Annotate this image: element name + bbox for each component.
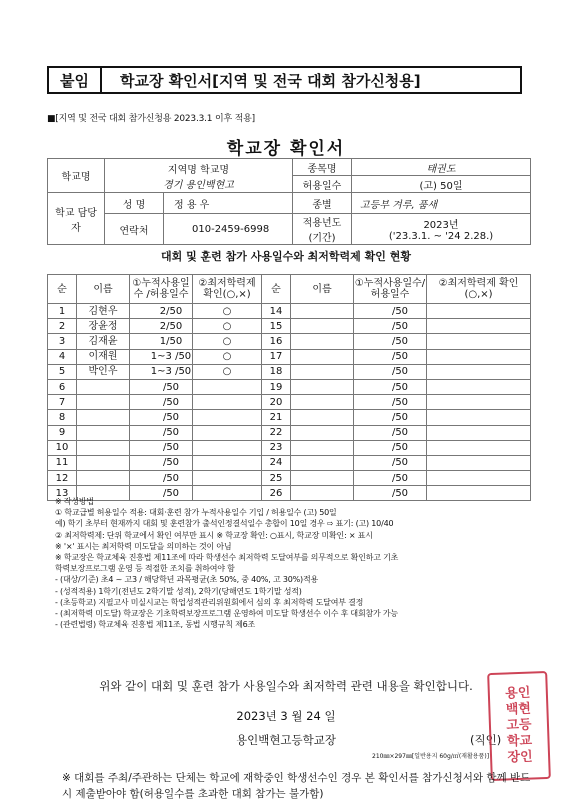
row-days: /50 (354, 395, 427, 410)
row-days: /50 (354, 379, 427, 394)
row-name (77, 425, 130, 440)
row-days: /50 (354, 440, 427, 455)
table-row (48, 425, 531, 440)
row-days: /50 (130, 425, 193, 440)
row-no: 17 (262, 349, 291, 364)
row-days: 1~3 /50 (130, 364, 193, 379)
instruction-line: ※ 학교장은 학교체육 진흥법 제11조에 따라 학생선수 최저학력 도달여부를 의무적으로 확인하고 기초 (55, 553, 399, 563)
row-check (427, 319, 531, 334)
submission-note: ※ 대회를 주최/주관하는 단체는 학교에 재학중인 학생선수인 경우 본 확인서를 참가신청서와 함께 반드시 제출받아야 함(허용일수를 초과한 대회 참가는 불가함) (62, 772, 531, 800)
row-check: ○ (193, 349, 262, 364)
row-days: /50 (130, 455, 193, 470)
paper-size-note: 210㎜×297㎜[일반용지 60g/㎡(재활용품)] (372, 753, 490, 760)
table-row (48, 349, 531, 364)
period-label: 적용년도 (기간) (293, 214, 352, 245)
row-name: 김재윤 (77, 334, 130, 349)
instruction-line: ※ 작성방법 (55, 497, 94, 506)
row-no: 6 (48, 379, 77, 394)
row-no: 12 (48, 471, 77, 486)
row-days: /50 (354, 471, 427, 486)
row-no: 18 (262, 364, 291, 379)
row-no: 7 (48, 395, 77, 410)
instruction-line: ② 최저학력제: 단위 학교에서 확인 여부만 표시 ※ 학교장 확인: ○표시, 학교장 미확인: × 표시 (55, 530, 373, 540)
row-check (193, 455, 262, 470)
applicability-notice: ■[지역 및 전국 대회 참가신청용 2023.3.1 이후 적용] (47, 114, 255, 124)
event-value: 태권도 (352, 159, 531, 176)
row-days: /50 (354, 349, 427, 364)
row-days: /50 (354, 425, 427, 440)
row-name (77, 410, 130, 425)
col-header-no: 순 (48, 275, 77, 304)
row-check (427, 440, 531, 455)
school-value (105, 159, 293, 193)
document-title: 학교장 확인서[지역 및 전국 대회 참가신청용] (102, 66, 522, 94)
row-days: 1~3 /50 (130, 349, 193, 364)
row-name (291, 425, 354, 440)
row-name: 장윤정 (77, 319, 130, 334)
row-days: /50 (130, 486, 193, 501)
row-check (427, 410, 531, 425)
row-check (427, 395, 531, 410)
manager-label: 학교 담당자 (48, 193, 105, 245)
row-days: /50 (354, 319, 427, 334)
table-row (48, 334, 531, 349)
row-no: 9 (48, 425, 77, 440)
row-check (193, 440, 262, 455)
row-name (77, 455, 130, 470)
school-region: 지역명 학교명 (167, 164, 230, 176)
instruction-line: - (초등학교) 지필고사 미실시교는 학업성적관리위원회에서 심의 후 최저학력 도달여부 결정 (55, 597, 364, 607)
table-row (48, 440, 531, 455)
row-name (291, 304, 354, 319)
row-name (291, 319, 354, 334)
row-no: 5 (48, 364, 77, 379)
instruction-line: ① 학교급별 허용일수 적용: 대회·훈련 참가 누적사용일수 기입 / 허용일수 (고) 50일 (55, 508, 337, 518)
division-label: 종별 (293, 193, 352, 214)
row-days: /50 (354, 486, 427, 501)
writing-instructions (55, 496, 535, 630)
row-no: 16 (262, 334, 291, 349)
instruction-line: - (최저학력 미도달) 학교장은 기초학력보장프로그램 운영하여 미도달 학생선수 이수 후 대회참가 가능 (55, 609, 398, 619)
row-name (291, 440, 354, 455)
row-days: /50 (130, 379, 193, 394)
school-info-table (47, 158, 531, 245)
row-days: /50 (354, 364, 427, 379)
row-name (291, 334, 354, 349)
table-row (48, 471, 531, 486)
principal-school: 용인백현고등학교장 (236, 733, 336, 747)
row-days: /50 (354, 455, 427, 470)
row-name (77, 379, 130, 394)
period-value (352, 214, 531, 245)
contact-label: 연락처 (105, 214, 164, 245)
row-name (291, 379, 354, 394)
row-no: 10 (48, 440, 77, 455)
row-no: 11 (48, 455, 77, 470)
row-no: 15 (262, 319, 291, 334)
row-no: 22 (262, 425, 291, 440)
table-row (48, 410, 531, 425)
table-row (48, 395, 531, 410)
col-header-name: 이름 (77, 275, 130, 304)
row-no: 4 (48, 349, 77, 364)
row-check (193, 425, 262, 440)
row-no: 19 (262, 379, 291, 394)
row-days: 2/50 (130, 304, 193, 319)
row-name (77, 471, 130, 486)
row-name (291, 410, 354, 425)
row-check: ○ (193, 304, 262, 319)
official-seal: 용인 백현 고등 학교 장인 (487, 671, 551, 781)
school-name: 경기 용인백현고 (163, 179, 234, 191)
row-days: 2/50 (130, 319, 193, 334)
row-check (193, 379, 262, 394)
period-range: ('23.3.1. ~ '24 2.28.) (388, 231, 494, 242)
row-no: 25 (262, 471, 291, 486)
status-table (47, 274, 531, 501)
instruction-line: - (대상/기준) 초4 ~ 고3 / 해당학년 과목평균(초 50%, 중 40%, 고 30%)적용 (55, 575, 319, 585)
row-check (427, 349, 531, 364)
school-label: 학교명 (48, 159, 105, 193)
allowed-days-value: (고) 50일 (352, 176, 531, 193)
row-days: 1/50 (130, 334, 193, 349)
row-days: /50 (354, 304, 427, 319)
name-value: 정 용 우 (164, 193, 293, 214)
row-check (193, 471, 262, 486)
row-no: 2 (48, 319, 77, 334)
row-check (427, 455, 531, 470)
row-no: 8 (48, 410, 77, 425)
row-no: 21 (262, 410, 291, 425)
confirmation-statement: 위와 같이 대회 및 훈련 참가 사용일수와 최저학력 관련 내용을 확인합니다. (99, 679, 473, 693)
confirmation-date: 2023년 3 월 24 일 (236, 709, 336, 723)
row-days: /50 (130, 440, 193, 455)
row-name (291, 455, 354, 470)
row-check (427, 304, 531, 319)
table-row (48, 364, 531, 379)
row-check (427, 334, 531, 349)
row-no: 20 (262, 395, 291, 410)
division-value: 고등부 겨루, 품새 (352, 193, 531, 214)
row-no: 23 (262, 440, 291, 455)
instruction-line: - (관련법령) 학교체육 진흥법 제11조, 동법 시행규칙 제6조 (55, 620, 256, 630)
row-name (291, 395, 354, 410)
row-days: /50 (130, 471, 193, 486)
row-name (291, 471, 354, 486)
row-check: ○ (193, 364, 262, 379)
row-check (193, 410, 262, 425)
row-check: ○ (193, 334, 262, 349)
row-name (291, 364, 354, 379)
row-name (291, 349, 354, 364)
instruction-line: ※ '×' 표시는 최저학력 미도달을 의미하는 것이 아님 (55, 541, 232, 551)
instruction-line: 학력보장프로그램 운영 등 적절한 조치를 취하여야 함 (55, 564, 235, 574)
attachment-label: 붙임 (47, 66, 102, 94)
row-check: ○ (193, 319, 262, 334)
row-days: /50 (354, 334, 427, 349)
col-header-no-2: 순 (262, 275, 291, 304)
row-days: /50 (130, 410, 193, 425)
row-name: 이재원 (77, 349, 130, 364)
col-header-check: ②최저학력제 확인(○,×) (193, 275, 262, 304)
row-name: 김현우 (77, 304, 130, 319)
status-title: 대회 및 훈련 참가 사용일수와 최저학력제 확인 현황 (161, 250, 411, 263)
col-header-days-2: ①누적사용일수/ 허용일수 (354, 275, 427, 304)
name-label: 성 명 (105, 193, 164, 214)
table-row (48, 379, 531, 394)
row-no: 14 (262, 304, 291, 319)
row-check (427, 425, 531, 440)
row-name (77, 440, 130, 455)
table-row (48, 319, 531, 334)
col-header-days: ①누적사용일수 /허용일수 (130, 275, 193, 304)
row-check (427, 379, 531, 394)
row-days: /50 (130, 395, 193, 410)
table-row (48, 304, 531, 319)
page-title: 학교장 확인서 (226, 139, 346, 159)
contact-value: 010-2459-6998 (164, 214, 293, 245)
row-no: 1 (48, 304, 77, 319)
instruction-line: - (성적적용) 1학기(전년도 2학기말 성적), 2학기(당해연도 1학기말 성적) (55, 586, 302, 596)
row-check (427, 471, 531, 486)
row-name (77, 395, 130, 410)
row-no: 13 (48, 486, 77, 501)
allowed-days-label: 허용일수 (293, 176, 352, 193)
row-days: /50 (354, 410, 427, 425)
row-no: 26 (262, 486, 291, 501)
period-year: 2023년 (423, 220, 459, 231)
row-check (193, 395, 262, 410)
row-no: 24 (262, 455, 291, 470)
row-name: 박인우 (77, 364, 130, 379)
event-label: 종목명 (293, 159, 352, 176)
seal-label: (직인) (470, 733, 502, 747)
col-header-check-2: ②최저학력제 확인(○,×) (427, 275, 531, 304)
row-check (427, 364, 531, 379)
table-row (48, 455, 531, 470)
instruction-line: 예) 학기 초부터 현재까지 대회 및 훈련참가 출석인정결석일수 총합이 10일 경우 ⇨ 표기: (고) 10/40 (55, 519, 394, 529)
col-header-name-2: 이름 (291, 275, 354, 304)
row-no: 3 (48, 334, 77, 349)
